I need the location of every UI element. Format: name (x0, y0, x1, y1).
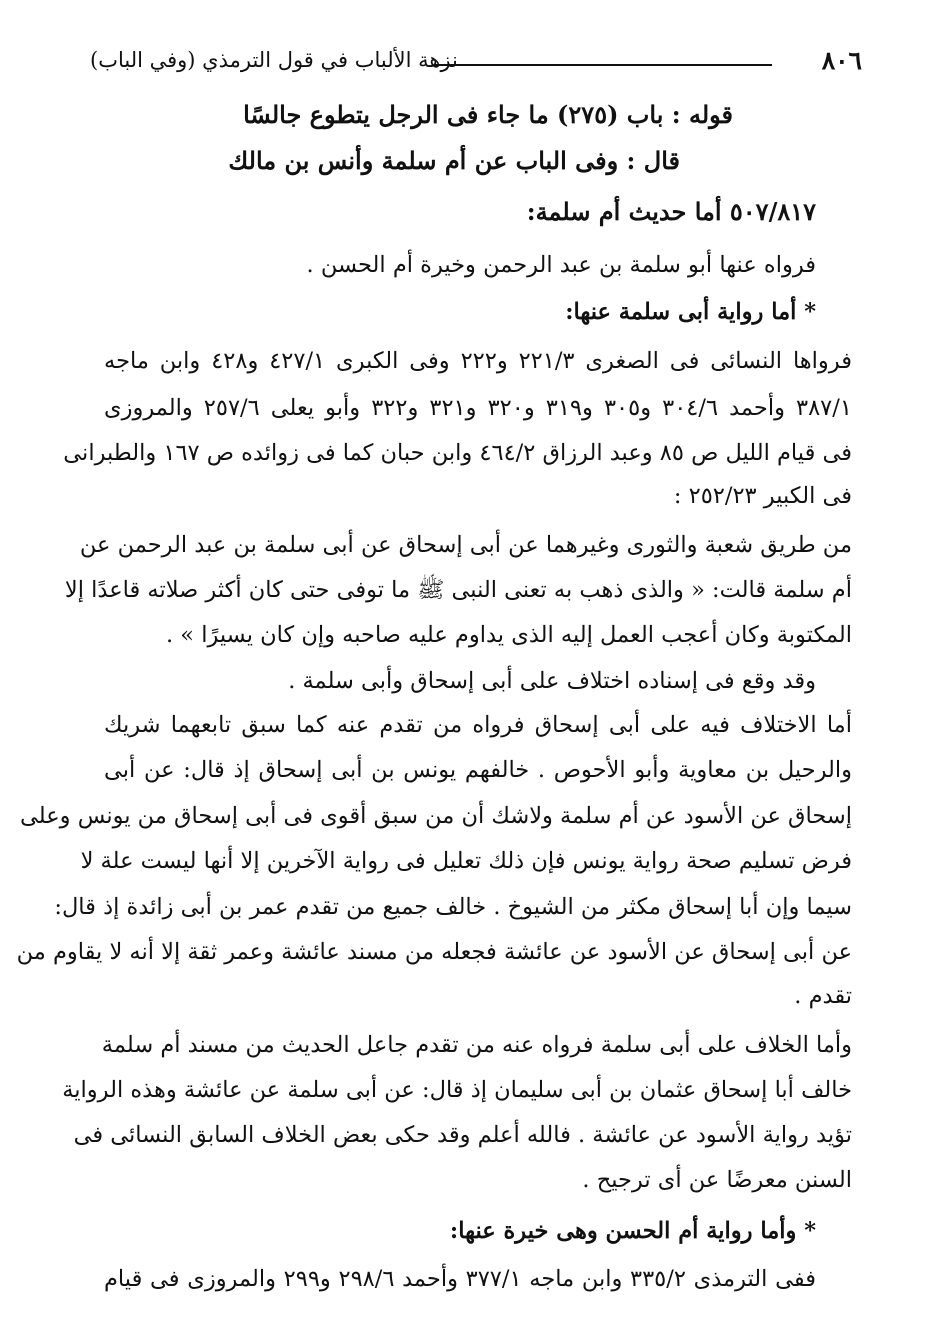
text-line: المكتوبة وكان أعجب العمل إليه الذى يداوم عليه صاحبه وإن كان يسيرًا » . (165, 622, 852, 648)
text-line: تقدم . (794, 983, 852, 1009)
item-heading: ٥٠٧/٨١٧ أما حديث أم سلمة: (526, 197, 816, 226)
section-heading: * أما رواية أبى سلمة عنها: (565, 299, 816, 325)
text-line: ففى الترمذى ٣٣٥/٢ وابن ماجه ٣٧٧/١ وأحمد ٢٩٨/٦ و٢٩٩ والمروزى فى قيام (104, 1266, 816, 1292)
header-rule (435, 64, 772, 66)
text-line: خالف أبا إسحاق عثمان بن أبى سليمان إذ قال: عن أبى سلمة عن عائشة وهذه الرواية (62, 1077, 852, 1103)
text-line: من طريق شعبة والثورى وغيرهما عن أبى إسحاق عن أبى سلمة بن عبد الرحمن عن (79, 532, 852, 558)
section-heading: * وأما رواية أم الحسن وهى خيرة عنها: (449, 1218, 816, 1244)
chapter-heading: قوله : باب (٢٧٥) ما جاء فى الرجل يتطوع جالسًا (243, 100, 733, 129)
text-line: تؤيد رواية الأسود عن عائشة . فالله أعلم وقد حكى بعض الخلاف السابق النسائى فى (73, 1122, 852, 1148)
text-line: السنن معرضًا عن أى ترجيح . (582, 1167, 852, 1193)
page-header (90, 42, 862, 82)
text-line: وأما الخلاف على أبى سلمة فرواه عنه من تقدم جاعل الحديث من مسند أم سلمة (101, 1032, 852, 1058)
text-line: فى الكبير ٢٥٢/٢٣ : (673, 483, 852, 509)
text-line: إسحاق عن الأسود عن أم سلمة ولاشك أن من سبق أقوى فى أبى إسحاق من يونس وعلى (20, 803, 852, 829)
page-number: ٨٠٦ (821, 46, 862, 75)
text-line: سيما وإن أبا إسحاق مكثر من الشيوخ . خالف جميع من تقدم عمر بن أبى زائدة إذ قال: (54, 894, 852, 920)
text-line: فى قيام الليل ص ٨٥ وعبد الرزاق ٤٦٤/٢ وابن حبان كما فى زوائده ص ١٦٧ والطبرانى (63, 440, 852, 466)
text-line: أم سلمة قالت: « والذى ذهب به تعنى النبى ﷺ ما توفى حتى كان أكثر صلاته قاعدًا إلا (64, 577, 852, 603)
text-line: أما الاختلاف فيه على أبى إسحاق فرواه من تقدم عنه كما سبق تابعهما شريك (104, 712, 852, 738)
text-line: فرواها النسائى فى الصغرى ٢٢١/٣ و٢٢٢ وفى الكبرى ٤٢٧/١ و٤٢٨ وابن ماجه (104, 348, 852, 374)
said-heading: قال : وفى الباب عن أم سلمة وأنس بن مالك (228, 146, 680, 175)
text-line: والرحيل بن معاوية وأبو الأحوص . خالفهم يونس بن أبى إسحاق إذ قال: عن أبى (104, 757, 852, 783)
text-line: وقد وقع فى إسناده اختلاف على أبى إسحاق وأبى سلمة . (288, 668, 816, 694)
text-line: فرواه عنها أبو سلمة بن عبد الرحمن وخيرة أم الحسن . (306, 252, 816, 278)
text-line: عن أبى إسحاق عن الأسود عن عائشة فجعله من مسند عائشة وعمر ثقة إلا أنه لا يقاوم من (16, 939, 852, 965)
running-title: نزهة الألباب في قول الترمذي (وفي الباب) (90, 48, 458, 72)
text-line: فرض تسليم صحة رواية يونس فإن ذلك تعليل فى رواية الآخرين إلا أنها ليست علة لا (80, 848, 852, 874)
text-line: ٣٨٧/١ وأحمد ٣٠٤/٦ و٣٠٥ و٣١٩ و٣٢٠ و٣٢١ و٣٢٢ وأبو يعلى ٢٥٧/٦ والمروزى (104, 395, 852, 421)
